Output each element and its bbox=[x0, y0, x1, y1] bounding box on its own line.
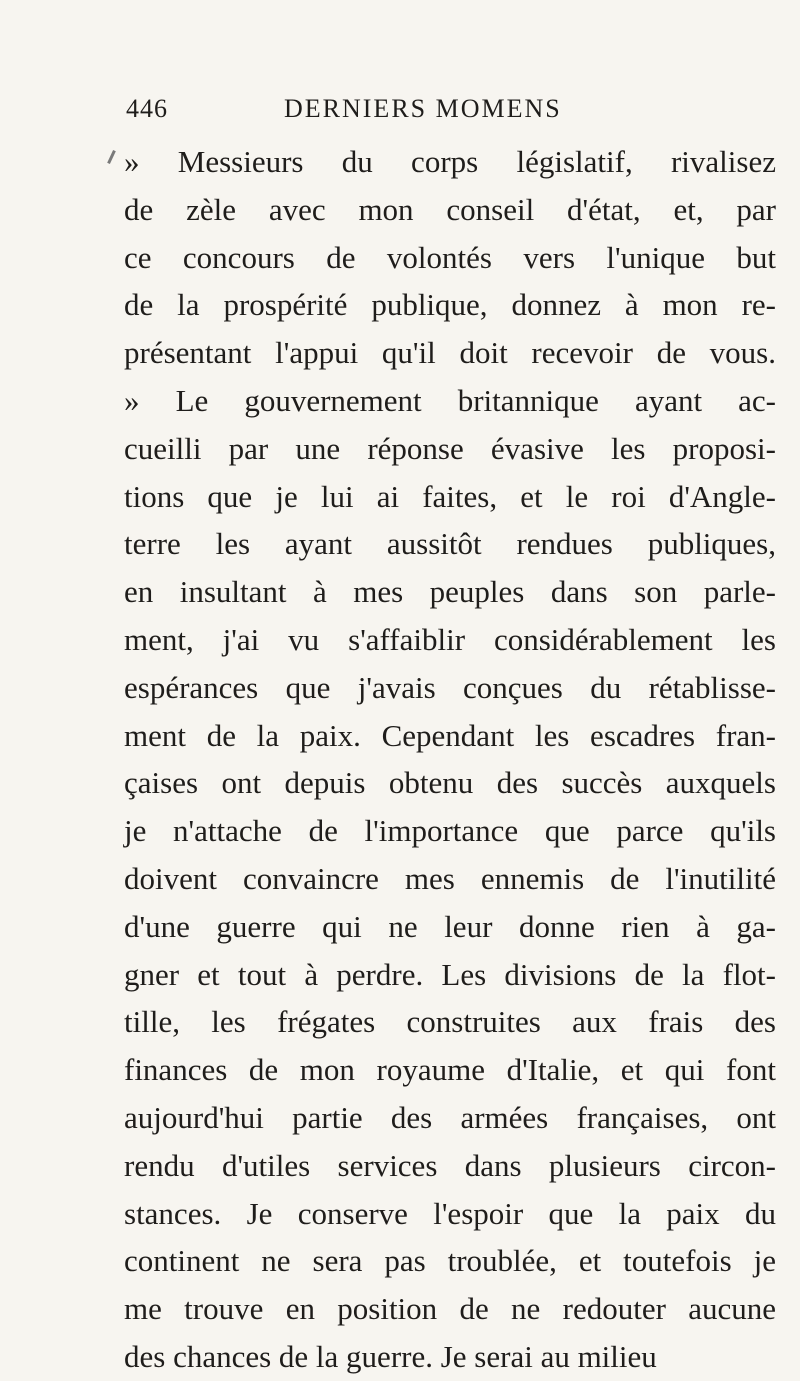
text-line: terre les ayant aussitôt rendues publiques, bbox=[124, 526, 776, 562]
page-number: 446 bbox=[126, 94, 168, 123]
text-line: çaises ont depuis obtenu des succès auxquels bbox=[124, 765, 776, 801]
running-head: DERNIERS MOMENS bbox=[284, 94, 562, 123]
text-line: cueilli par une réponse évasive les proposi- bbox=[124, 430, 776, 466]
text-line: » Le gouvernement britannique ayant ac- bbox=[124, 382, 776, 418]
ink-mark bbox=[107, 150, 116, 164]
text-line: » Messieurs du corps législatif, rivalisez bbox=[124, 144, 776, 179]
text-line: tille, les frégates construites aux frais des bbox=[124, 1004, 776, 1040]
text-line: ment, j'ai vu s'affaiblir considérablement les bbox=[124, 621, 776, 657]
text-line: de la prospérité publique, donnez à mon re- bbox=[124, 287, 776, 323]
text-line: des chances de la guerre. Je serai au milieu bbox=[124, 1338, 657, 1374]
text-line: ment de la paix. Cependant les escadres fran- bbox=[124, 717, 776, 753]
body-text bbox=[124, 138, 776, 1381]
text-line: d'une guerre qui ne leur donne rien à ga- bbox=[124, 908, 776, 944]
text-line: gner et tout à perdre. Les divisions de la flot- bbox=[124, 956, 776, 992]
text-line: doivent convaincre mes ennemis de l'inutilité bbox=[124, 860, 776, 896]
text-line: stances. Je conserve l'espoir que la paix du bbox=[124, 1195, 776, 1231]
text-line: aujourd'hui partie des armées françaises, ont bbox=[124, 1099, 776, 1135]
text-line: de zèle avec mon conseil d'état, et, par bbox=[124, 191, 776, 227]
text-line: ce concours de volontés vers l'unique but bbox=[124, 239, 776, 275]
text-line: espérances que j'avais conçues du rétablisse- bbox=[124, 669, 776, 705]
text-line: me trouve en position de ne redouter aucune bbox=[124, 1291, 776, 1327]
text-line: en insultant à mes peuples dans son parle- bbox=[124, 574, 776, 610]
text-line: rendu d'utiles services dans plusieurs circon- bbox=[124, 1147, 776, 1183]
text-line: tions que je lui ai faites, et le roi d'Angle- bbox=[124, 478, 776, 514]
text-line: je n'attache de l'importance que parce qu'ils bbox=[124, 813, 776, 849]
text-line: présentant l'appui qu'il doit recevoir de vous. bbox=[124, 335, 776, 371]
text-line: finances de mon royaume d'Italie, et qui font bbox=[124, 1052, 776, 1088]
page-header bbox=[126, 90, 626, 130]
text-line: continent ne sera pas troublée, et toutefois je bbox=[124, 1243, 776, 1279]
